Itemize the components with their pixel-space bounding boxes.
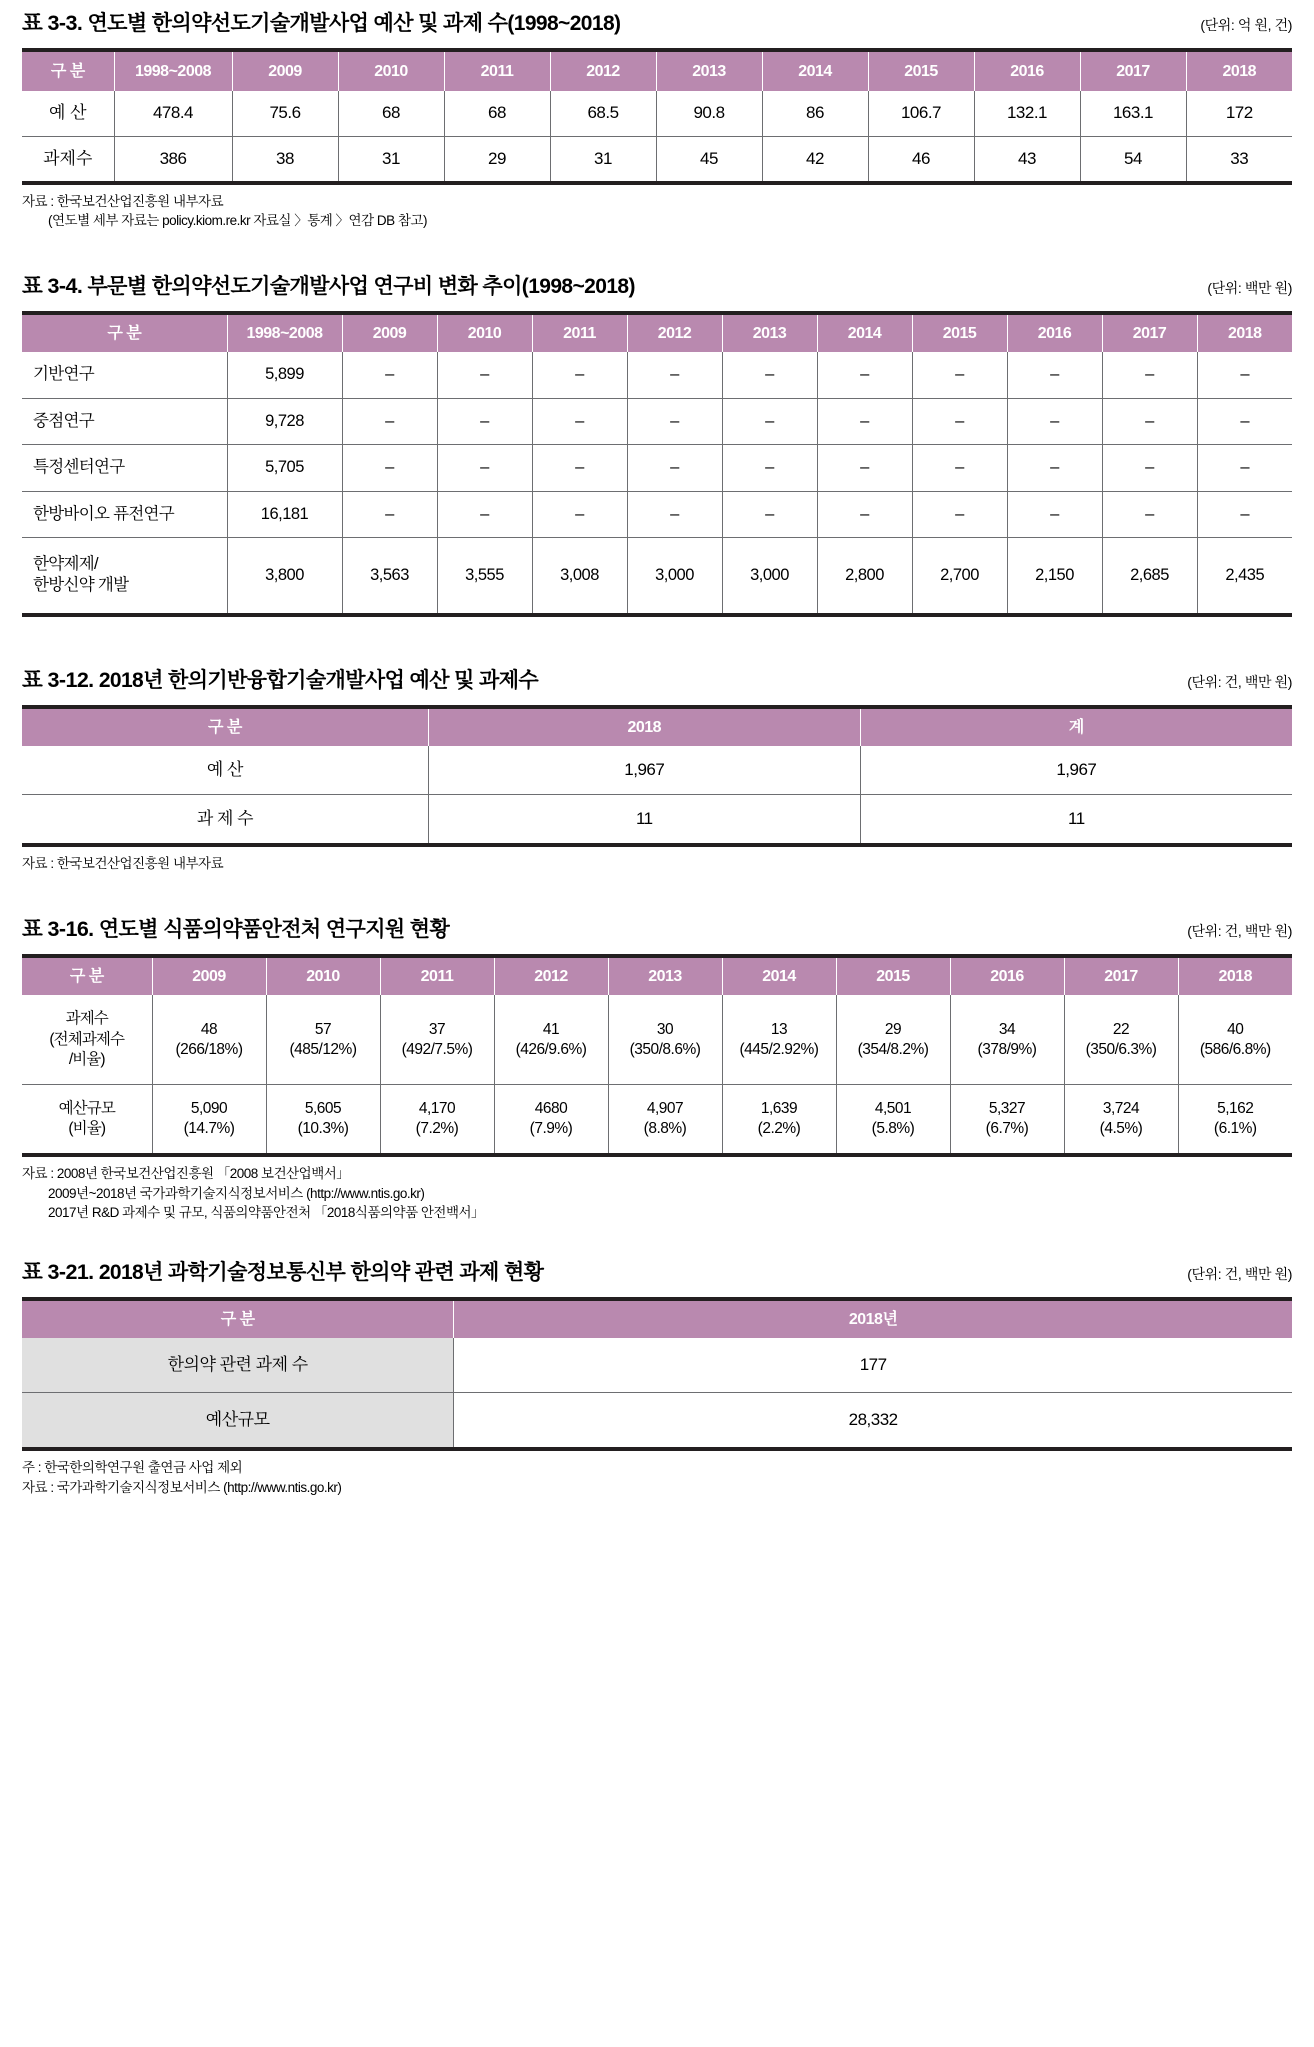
row-header — [22, 995, 152, 1084]
col-header: 구 분 — [22, 1299, 454, 1338]
table-cell — [494, 1084, 608, 1155]
footnote: 주 : 한국한의학연구원 출연금 사업 제외 — [22, 1460, 243, 1476]
cell-main: 3,724 — [1102, 1099, 1140, 1117]
cell-main: 41 — [542, 1020, 560, 1038]
col-header: 2016 — [950, 956, 1064, 995]
cell-sub: (378/9%) — [977, 1040, 1037, 1058]
table-row — [22, 1393, 1292, 1450]
cell-sub: (354/8.2%) — [857, 1040, 929, 1058]
table-cell: 31 — [550, 136, 656, 183]
col-header: 2014 — [722, 956, 836, 995]
col-header: 2011 — [380, 956, 494, 995]
cell-sub: (8.8%) — [643, 1120, 687, 1137]
col-header: 2010 — [266, 956, 380, 995]
table-3-12-notes — [22, 854, 1292, 874]
cell-main: 1,639 — [760, 1099, 798, 1117]
table-3-3-number: 표 3-3. — [22, 11, 83, 35]
col-header: 2015 — [868, 50, 974, 91]
table-3-16-head — [22, 956, 1292, 995]
table-cell: – — [817, 398, 912, 444]
table-3-16-body — [22, 995, 1292, 1155]
source-note-detail: 2009년~2018년 국가과학기술지식정보서비스 (http://www.ntis.go.kr) — [48, 1185, 425, 1201]
table-cell: – — [1007, 491, 1102, 537]
table-cell: 106.7 — [868, 91, 974, 136]
col-header: 구 분 — [22, 313, 227, 352]
col-header: 2018년 — [454, 1299, 1292, 1338]
row-header: 과 제 수 — [22, 795, 428, 846]
row-header: 중점연구 — [22, 398, 227, 444]
table-cell — [1178, 1084, 1292, 1155]
col-header: 2010 — [338, 50, 444, 91]
col-header: 구 분 — [22, 50, 114, 91]
table-cell: 478.4 — [114, 91, 232, 136]
table-cell: – — [1197, 491, 1292, 537]
table-cell — [950, 1084, 1064, 1155]
table-cell — [836, 1084, 950, 1155]
cell-sub: (350/8.6%) — [629, 1040, 701, 1058]
cell-main: 22 — [1112, 1020, 1130, 1038]
col-header: 1998~2008 — [114, 50, 232, 91]
table-3-4-title — [22, 273, 635, 300]
table-cell: – — [722, 398, 817, 444]
row-header: 기반연구 — [22, 352, 227, 398]
table-cell — [1064, 995, 1178, 1084]
table-cell: 172 — [1225, 103, 1253, 123]
table-block-3-4 — [22, 273, 1292, 617]
table-cell: 9,728 — [227, 398, 342, 444]
table-cell: 132.1 — [974, 91, 1080, 136]
col-header: 2016 — [1007, 313, 1102, 352]
table-cell — [494, 995, 608, 1084]
cell-main: 30 — [656, 1020, 674, 1038]
table-cell: – — [912, 491, 1007, 537]
cell-sub: (7.2%) — [415, 1120, 459, 1137]
table-3-21-number: 표 3-21. — [22, 1259, 94, 1284]
cell-main: 29 — [884, 1020, 902, 1038]
cell-sub: (350/6.3%) — [1085, 1040, 1157, 1058]
table-cell: 163.1 — [1080, 91, 1186, 136]
cell-main: 13 — [770, 1020, 788, 1038]
table-row — [22, 445, 1292, 491]
table-header-row — [22, 50, 1292, 91]
table-row — [22, 746, 1292, 795]
table-3-4-title-row — [22, 273, 1292, 300]
table-cell: – — [342, 398, 437, 444]
table-cell — [836, 995, 950, 1084]
table-3-12-title-row — [22, 667, 1292, 694]
cell-main: 4680 — [534, 1099, 568, 1117]
table-cell — [380, 995, 494, 1084]
table-cell: – — [627, 352, 722, 398]
section-spacer — [22, 617, 1292, 667]
cell-sub: (266/18%) — [175, 1040, 243, 1058]
table-3-21-notes — [22, 1458, 1292, 1497]
table-cell: 90.8 — [656, 91, 762, 136]
cell-sub: (2.2%) — [757, 1120, 801, 1137]
cell-main: 57 — [314, 1020, 332, 1038]
col-header: 2016 — [974, 50, 1080, 91]
table-cell — [722, 995, 836, 1084]
table-cell: 45 — [656, 136, 762, 183]
table-cell: 75.6 — [232, 91, 338, 136]
col-header: 계 — [860, 707, 1292, 746]
table-cell: – — [342, 352, 437, 398]
table-3-3-title-row — [22, 10, 1292, 37]
table-cell — [1178, 995, 1292, 1084]
table-cell: 28,332 — [454, 1393, 1292, 1450]
source-note-detail: (연도별 세부 자료는 policy.kiom.re.kr 자료실 〉통계 〉연감 DB 참고) — [48, 213, 427, 229]
cell-sub: (10.3%) — [297, 1120, 349, 1137]
col-header: 2011 — [444, 50, 550, 91]
table-cell: – — [912, 398, 1007, 444]
table-cell: – — [817, 491, 912, 537]
table-cell: 38 — [232, 136, 338, 183]
table-cell: – — [1102, 491, 1197, 537]
source-note: 자료 : 한국보건산업진흥원 내부자료 — [22, 193, 224, 209]
table-cell: – — [912, 352, 1007, 398]
cell-main: 4,501 — [874, 1099, 912, 1117]
cell-sub: (586/6.8%) — [1199, 1040, 1271, 1058]
table-cell: 2,435 — [1197, 537, 1292, 614]
table-cell: – — [627, 445, 722, 491]
section-spacer — [22, 874, 1292, 916]
table-cell: 29 — [444, 136, 550, 183]
table-cell: 16,181 — [227, 491, 342, 537]
col-header: 1998~2008 — [227, 313, 342, 352]
col-header: 2012 — [550, 50, 656, 91]
table-3-4-title-text: 부문별 한의약선도기술개발사업 연구비 변화 추이(1998~2018) — [87, 274, 635, 298]
table-cell: – — [1007, 445, 1102, 491]
table-cell: – — [1102, 445, 1197, 491]
table-cell: – — [627, 491, 722, 537]
row-header: 한방바이오 퓨전연구 — [22, 491, 227, 537]
row-header — [22, 1084, 152, 1155]
table-3-3-head — [22, 50, 1292, 91]
table-cell: – — [437, 445, 532, 491]
cell-main: 40 — [1227, 1020, 1244, 1038]
table-3-21-title — [22, 1259, 543, 1286]
col-header: 구 분 — [22, 707, 428, 746]
table-cell: – — [342, 491, 437, 537]
table-3-4-head — [22, 313, 1292, 352]
row-header: 한의약 관련 과제 수 — [22, 1338, 454, 1393]
table-cell: – — [1007, 352, 1102, 398]
table-3-12-unit: (단위: 건, 백만 원) — [1187, 674, 1292, 691]
table-cell: 68.5 — [550, 91, 656, 136]
col-header: 2015 — [912, 313, 1007, 352]
table-3-3-unit: (단위: 억 원, 건) — [1200, 17, 1292, 34]
table-cell — [608, 995, 722, 1084]
col-header: 구 분 — [22, 956, 152, 995]
table-cell: – — [912, 445, 1007, 491]
table-cell: 3,000 — [627, 537, 722, 614]
table-cell: – — [1102, 352, 1197, 398]
row-header: 예산규모 — [22, 1393, 454, 1450]
table-3-21-unit: (단위: 건, 백만 원) — [1187, 1266, 1292, 1283]
table-3-12-head — [22, 707, 1292, 746]
cell-sub: (5.8%) — [871, 1120, 915, 1137]
table-cell: 5,705 — [227, 445, 342, 491]
table-cell: – — [532, 491, 627, 537]
table-row — [22, 136, 1292, 183]
table-3-21-head — [22, 1299, 1292, 1338]
table-cell: 386 — [114, 136, 232, 183]
table-cell: 68 — [338, 91, 444, 136]
table-cell — [722, 1084, 836, 1155]
table-cell: 11 — [428, 795, 860, 846]
table-header-row — [22, 1299, 1292, 1338]
col-header: 2014 — [762, 50, 868, 91]
table-cell: 54 — [1080, 136, 1186, 183]
row-header-line1: 과제수 — [65, 1010, 108, 1028]
col-header: 2018 — [1178, 956, 1292, 995]
col-header: 2015 — [836, 956, 950, 995]
row-header-line3: /비율) — [68, 1050, 105, 1068]
col-header: 2009 — [342, 313, 437, 352]
cell-sub: (492/7.5%) — [401, 1040, 473, 1058]
table-3-12-body — [22, 746, 1292, 845]
table-row — [22, 491, 1292, 537]
table-cell: 43 — [974, 136, 1080, 183]
table-3-4-unit: (단위: 백만 원) — [1207, 280, 1292, 296]
table-cell: – — [817, 352, 912, 398]
table-cell: – — [722, 491, 817, 537]
col-header: 2017 — [1080, 50, 1186, 91]
cell-main: 34 — [998, 1020, 1016, 1038]
table-cell: – — [532, 445, 627, 491]
cell-sub: (445/2.92%) — [739, 1040, 819, 1058]
table-3-16-title-row — [22, 916, 1292, 943]
table-cell — [1064, 1084, 1178, 1155]
cell-main: 4,170 — [418, 1099, 456, 1117]
table-cell — [152, 995, 266, 1084]
table-cell: – — [722, 445, 817, 491]
cell-sub: (6.7%) — [985, 1120, 1029, 1137]
row-header: 예 산 — [22, 91, 114, 136]
table-3-21-body — [22, 1338, 1292, 1449]
table-cell: – — [437, 491, 532, 537]
col-header: 2011 — [532, 313, 627, 352]
table-block-3-16 — [22, 916, 1292, 1223]
cell-main: 5,162 — [1217, 1099, 1254, 1117]
row-header-line2: (비율) — [68, 1120, 106, 1137]
row-header — [22, 537, 227, 614]
col-header: 2014 — [817, 313, 912, 352]
table-cell: 2,685 — [1102, 537, 1197, 614]
table-3-16-notes — [22, 1164, 1292, 1223]
table-cell: 2,150 — [1007, 537, 1102, 614]
col-header: 2009 — [232, 50, 338, 91]
table-cell: 46 — [868, 136, 974, 183]
col-header: 2012 — [627, 313, 722, 352]
cell-main: 37 — [428, 1020, 446, 1038]
table-3-3-title-text: 연도별 한의약선도기술개발사업 예산 및 과제 수(1998~2018) — [87, 12, 621, 35]
table-row — [22, 91, 1292, 136]
table-row — [22, 795, 1292, 846]
col-header: 2013 — [656, 50, 762, 91]
cell-main: 5,605 — [304, 1099, 342, 1117]
col-header: 2017 — [1064, 956, 1178, 995]
cell-sub: (485/12%) — [289, 1040, 357, 1058]
table-3-16-title-text: 연도별 식품의약품안전처 연구지원 현황 — [98, 918, 450, 941]
table-header-row — [22, 707, 1292, 746]
table-cell: 5,899 — [227, 352, 342, 398]
table-cell: – — [817, 445, 912, 491]
table-cell: – — [437, 398, 532, 444]
row-header-line1: 한약제제/ — [33, 554, 98, 573]
table-cell: – — [627, 398, 722, 444]
table-cell: 33 — [1186, 136, 1292, 183]
row-header-line2: (전체과제수 — [49, 1030, 125, 1048]
table-3-4 — [22, 311, 1292, 617]
table-3-3-notes — [22, 192, 1292, 231]
table-row — [22, 537, 1292, 614]
table-row — [22, 352, 1292, 398]
col-header: 2018 — [428, 707, 860, 746]
row-header: 예 산 — [22, 746, 428, 795]
table-cell: 42 — [762, 136, 868, 183]
cell-sub: (426/9.6%) — [515, 1040, 587, 1058]
table-cell: 1,967 — [428, 746, 860, 795]
table-3-3-title — [22, 10, 620, 37]
cell-main: 5,090 — [190, 1099, 228, 1117]
row-header: 특정센터연구 — [22, 445, 227, 491]
section-spacer — [22, 231, 1292, 273]
table-cell — [266, 995, 380, 1084]
table-block-3-12 — [22, 667, 1292, 874]
cell-sub: (4.5%) — [1099, 1120, 1143, 1137]
table-cell: – — [1240, 365, 1250, 384]
table-3-3 — [22, 48, 1292, 184]
table-cell: – — [532, 352, 627, 398]
col-header: 2010 — [437, 313, 532, 352]
table-cell: 3,563 — [342, 537, 437, 614]
table-cell: 3,800 — [227, 537, 342, 614]
source-note-detail: 2017년 R&D 과제수 및 규모, 식품의약품안전처 「2018식품의약품 안전백서」 — [48, 1205, 485, 1221]
table-3-16-unit: (단위: 건, 백만 원) — [1187, 923, 1292, 940]
col-header: 2013 — [608, 956, 722, 995]
table-cell: 11 — [860, 795, 1292, 846]
col-header: 2018 — [1186, 50, 1292, 91]
table-3-3-body — [22, 91, 1292, 182]
table-cell — [266, 1084, 380, 1155]
table-cell — [380, 1084, 494, 1155]
cell-sub: (14.7%) — [183, 1120, 235, 1137]
col-header: 2013 — [722, 313, 817, 352]
table-3-12-number: 표 3-12. — [22, 667, 94, 692]
table-cell: – — [1102, 398, 1197, 444]
table-3-16 — [22, 954, 1292, 1157]
table-3-21 — [22, 1297, 1292, 1451]
row-header-line1: 예산규모 — [58, 1099, 115, 1117]
col-header: 2009 — [152, 956, 266, 995]
table-cell: – — [1197, 445, 1292, 491]
section-spacer — [22, 1223, 1292, 1259]
table-row — [22, 1084, 1292, 1155]
table-cell: 68 — [444, 91, 550, 136]
cell-sub: (7.9%) — [529, 1120, 573, 1137]
table-cell: 31 — [338, 136, 444, 183]
table-3-16-title — [22, 916, 449, 943]
table-block-3-21 — [22, 1259, 1292, 1498]
source-note: 자료 : 2008년 한국보건산업진흥원 「2008 보건산업백서」 — [22, 1166, 350, 1182]
table-cell: 1,967 — [1056, 760, 1097, 780]
table-cell: 86 — [762, 91, 868, 136]
table-3-12-title — [22, 667, 538, 694]
row-header: 과제수 — [22, 136, 114, 183]
table-cell — [950, 995, 1064, 1084]
col-header: 2018 — [1197, 313, 1292, 352]
table-3-4-body — [22, 352, 1292, 615]
table-header-row — [22, 956, 1292, 995]
table-cell: – — [722, 352, 817, 398]
cell-main: 4,907 — [646, 1099, 684, 1117]
table-cell: – — [342, 445, 437, 491]
source-note: 자료 : 한국보건산업진흥원 내부자료 — [22, 856, 224, 872]
table-cell: – — [532, 398, 627, 444]
table-cell: 3,008 — [532, 537, 627, 614]
col-header: 2012 — [494, 956, 608, 995]
table-3-21-title-text: 2018년 과학기술정보통신부 한의약 관련 과제 현황 — [98, 1260, 544, 1284]
source-note: 자료 : 국가과학기술지식정보서비스 (http://www.ntis.go.kr) — [22, 1480, 342, 1496]
table-row — [22, 995, 1292, 1084]
cell-main: 48 — [200, 1020, 218, 1038]
table-cell: 2,800 — [817, 537, 912, 614]
table-3-12 — [22, 705, 1292, 847]
row-header-line2: 한방신약 개발 — [33, 576, 129, 595]
table-row — [22, 398, 1292, 444]
table-cell: 177 — [859, 1355, 887, 1375]
table-cell: 3,555 — [437, 537, 532, 614]
table-3-16-number: 표 3-16. — [22, 917, 94, 941]
col-header: 2017 — [1102, 313, 1197, 352]
table-cell: – — [1007, 398, 1102, 444]
table-cell: 3,000 — [722, 537, 817, 614]
table-row — [22, 1338, 1292, 1393]
table-3-4-number: 표 3-4. — [22, 273, 83, 298]
table-cell: – — [1197, 398, 1292, 444]
cell-sub: (6.1%) — [1213, 1120, 1257, 1137]
table-block-3-3 — [22, 10, 1292, 231]
cell-main: 5,327 — [988, 1099, 1026, 1117]
table-cell: – — [437, 352, 532, 398]
table-3-21-title-row — [22, 1259, 1292, 1286]
table-header-row — [22, 313, 1292, 352]
table-cell: 2,700 — [912, 537, 1007, 614]
table-cell — [152, 1084, 266, 1155]
table-3-12-title-text: 2018년 한의기반융합기술개발사업 예산 및 과제수 — [98, 668, 539, 692]
table-cell — [608, 1084, 722, 1155]
